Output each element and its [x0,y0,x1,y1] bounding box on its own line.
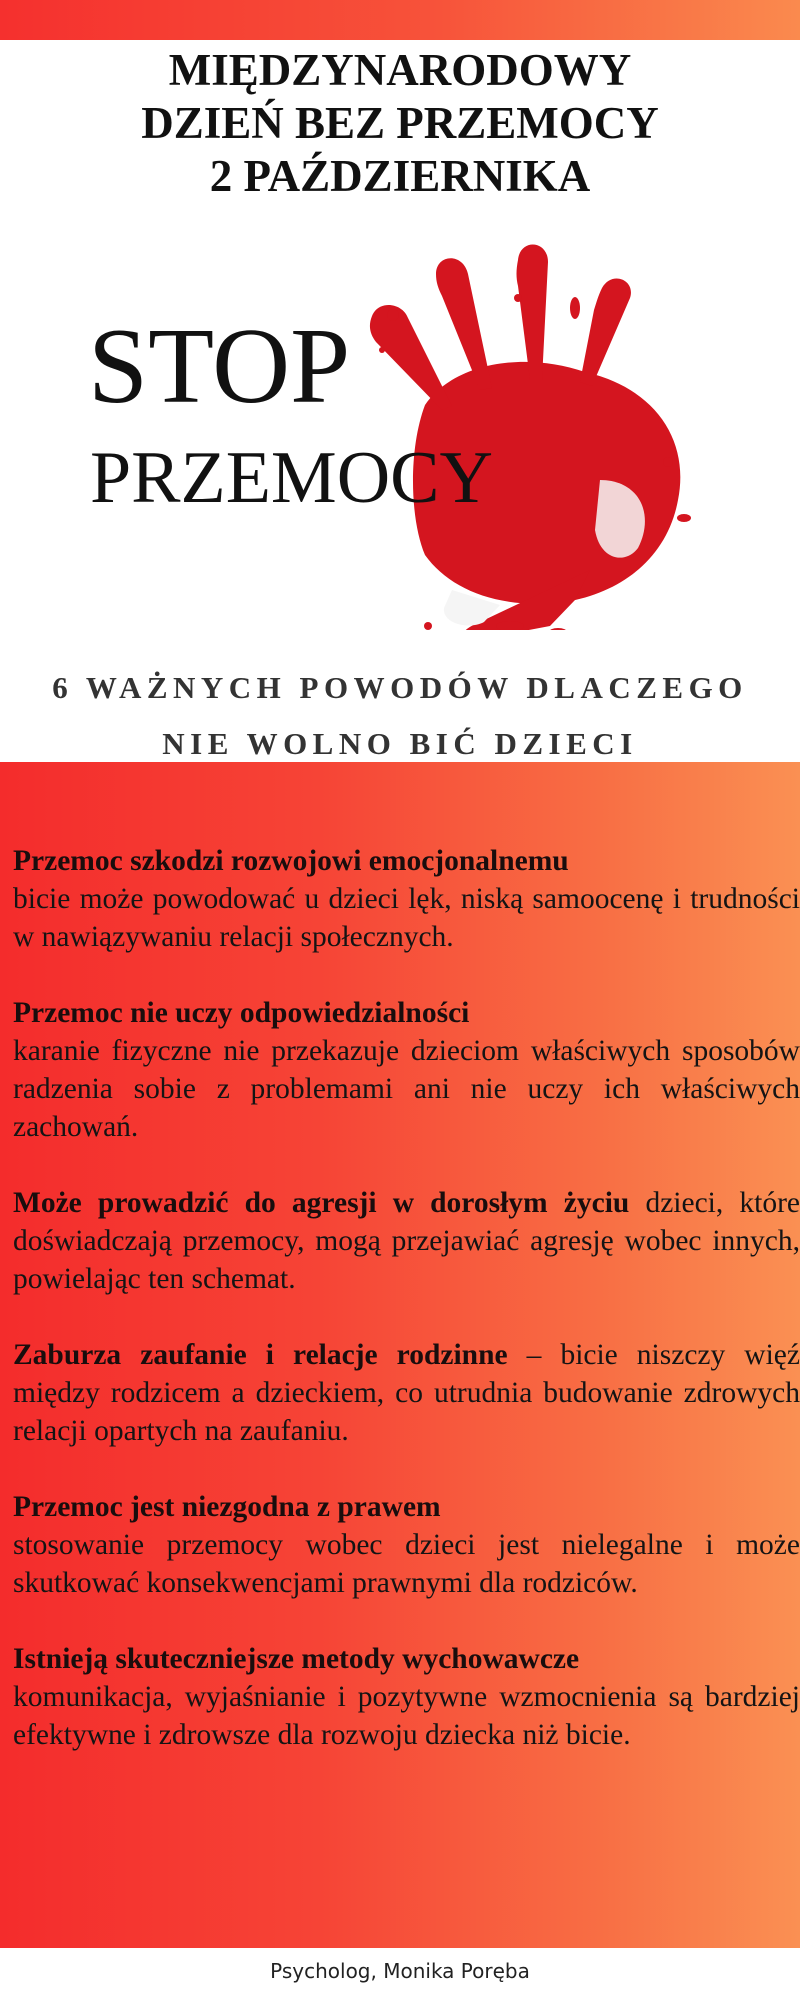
reason-heading: Przemoc jest niezgodna z prawem [13,1491,441,1523]
reason-text: bicie niszczy więź między rodzicem a dzieckiem, co utrudnia budowanie zdrowych relacji opartych na zaufaniu. [13,1339,800,1447]
reason-item [13,842,800,956]
reason-item [13,1184,800,1298]
reason-text: karanie fizyczne nie przekazuje dzieciom właściwych sposobów radzenia sobie z problemami ani nie uczy ich właściwych zachowań. [13,1035,800,1143]
top-gradient-bar [0,0,800,40]
footer [0,1948,800,2000]
reason-item [13,994,800,1146]
reasons-panel [0,762,800,1948]
reason-separator: – [507,1339,561,1371]
stop-violence-logo [80,230,760,630]
logo-word-przemocy: PRZEMOCY [90,437,493,519]
page-subtitle: 6 WAŻNYCH POWODÓW DLACZEGO NIE WOLNO BIĆ DZIECI [52,670,748,761]
reason-heading: Przemoc nie uczy odpowiedzialności [13,997,470,1029]
reason-heading: Może prowadzić do agresji w dorosłym życiu [13,1187,630,1219]
header-section [0,40,800,762]
page-title: MIĘDZYNARODOWY DZIEŃ BEZ PRZEMOCY 2 PAŹDZIERNIKA [141,45,659,201]
reason-item [13,1336,800,1450]
reason-heading: Istnieją skuteczniejsze metody wychowawcze [13,1643,580,1675]
reason-heading: Zaburza zaufanie i relacje rodzinne [13,1339,508,1371]
reason-text: bicie może powodować u dzieci lęk, niską samoocenę i trudności w nawiązywaniu relacji społecznych. [13,883,800,953]
reason-heading: Przemoc szkodzi rozwojowi emocjonalnemu [13,845,569,877]
reasons-list [13,842,800,1792]
reason-text: dzieci, które doświadczają przemocy, mogą przejawiać agresję wobec innych, powielając ten schemat. [13,1187,800,1295]
reason-item [13,1488,800,1602]
logo-word-stop: STOP [88,307,351,426]
reason-text: stosowanie przemocy wobec dzieci jest nielegalne i może skutkować konsekwencjami prawnymi dla rodziców. [13,1529,800,1599]
reason-text: komunikacja, wyjaśnianie i pozytywne wzmocnienia są bardziej efektywne i zdrowsze dla rozwoju dziecka niż bicie. [13,1681,800,1751]
reason-item [13,1640,800,1754]
reason-separator [629,1187,645,1219]
author-credit: Psycholog, Monika Poręba [270,1959,530,1983]
